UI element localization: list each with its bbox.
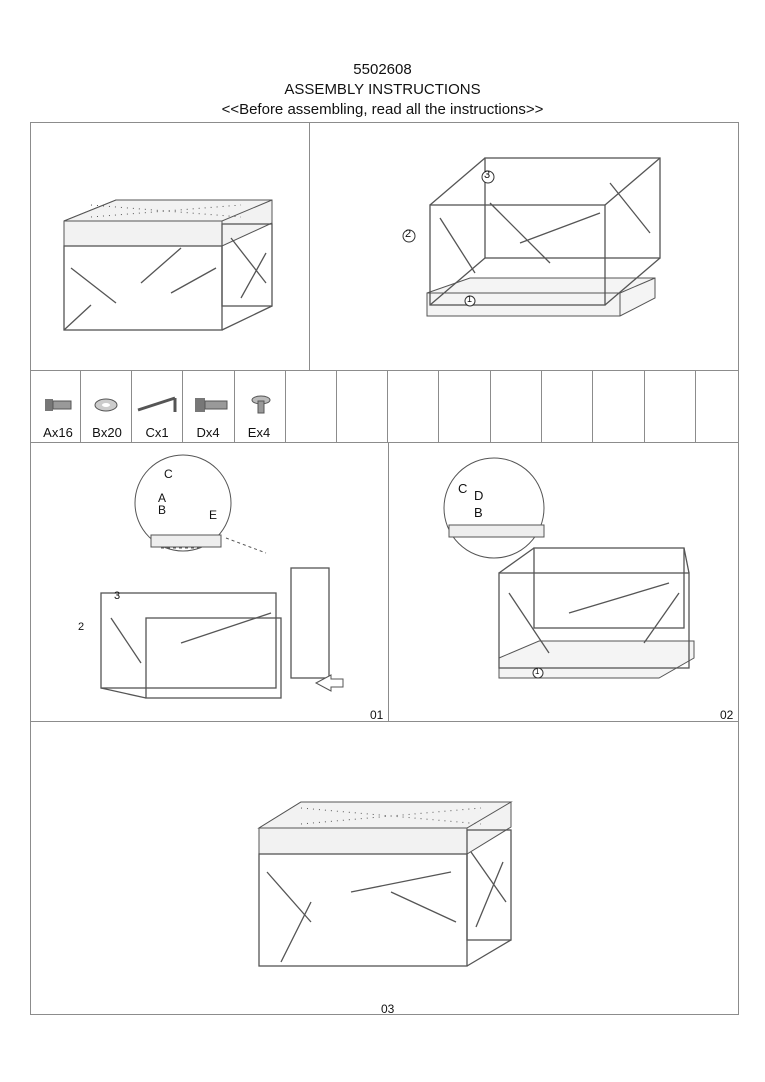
assembled-bench-panel <box>30 122 310 371</box>
washer-icon <box>95 399 117 411</box>
step-1-illustration <box>31 443 390 723</box>
glide-foot-icon <box>252 396 270 413</box>
step1-callout-2: 2 <box>78 621 85 633</box>
step-1-number: 01 <box>370 708 384 722</box>
final-bench-illustration <box>31 722 740 1016</box>
step2-callout-1: 1 <box>535 667 540 676</box>
parts-icons <box>30 370 300 420</box>
detail-letter-c: C <box>164 467 173 481</box>
detail-letter-d: D <box>474 488 484 503</box>
step-2-panel <box>388 442 739 722</box>
detail-letter-a: A <box>158 491 167 505</box>
step-2-number: 02 <box>720 708 734 722</box>
step-3-number: 03 <box>381 1002 395 1016</box>
step1-callout-3: 3 <box>114 590 121 602</box>
assembled-bench-illustration <box>31 123 311 372</box>
instruction-note: <<Before assembling, read all the instructions>> <box>221 101 544 118</box>
callout-2: 2 <box>405 228 412 240</box>
allen-key-icon <box>138 398 175 412</box>
exploded-view-panel <box>309 122 739 371</box>
step-2-illustration <box>389 443 740 723</box>
step-1-panel <box>30 442 389 722</box>
callout-1: 1 <box>467 294 473 304</box>
part-c-label: Cx1 <box>145 425 169 440</box>
detail-letter-c2: C <box>458 481 468 496</box>
detail-letter-e: E <box>209 508 218 522</box>
part-a-label: Ax16 <box>43 425 73 440</box>
callout-3: 3 <box>484 169 491 181</box>
step-3-panel <box>30 721 739 1015</box>
frame-exploded-illustration <box>310 123 740 372</box>
part-e-label: Ex4 <box>247 425 271 440</box>
bolt-icon <box>45 399 71 411</box>
document-title: ASSEMBLY INSTRUCTIONS <box>284 81 481 98</box>
detail-letter-b2: B <box>474 505 483 520</box>
detail-letter-b: B <box>158 503 167 517</box>
part-b-label: Bx20 <box>92 425 122 440</box>
part-d-label: Dx4 <box>196 425 220 440</box>
model-number: 5502608 <box>353 61 412 78</box>
long-bolt-icon <box>195 398 227 412</box>
